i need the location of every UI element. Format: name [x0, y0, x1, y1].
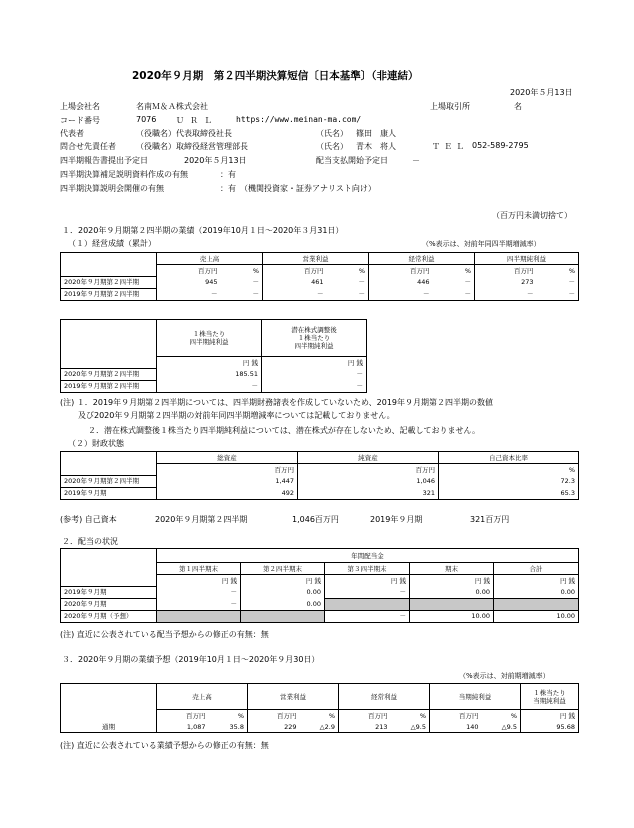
- unit-cell: 百万円: [339, 710, 391, 722]
- rounding-note: （百万円未満切捨て）: [492, 211, 572, 220]
- unit-cell: %: [209, 710, 248, 722]
- table-row: [61, 586, 579, 598]
- value-cell: －: [327, 276, 369, 288]
- col-header: 自己資本比率: [439, 452, 579, 464]
- unit-cell: 百万円: [157, 464, 298, 476]
- value-cell: －: [433, 276, 475, 288]
- table-row: [61, 598, 579, 610]
- value-cell: 446: [369, 276, 433, 288]
- dividend-date-label: 配当支払開始予定日: [316, 156, 388, 165]
- unit-corner: [61, 357, 157, 369]
- ref-period-1: 2020年９月期第２四半期: [155, 515, 248, 524]
- unit-cell: 円 銭: [521, 710, 579, 722]
- value-cell: －: [221, 288, 263, 300]
- unit-cell: %: [221, 265, 263, 277]
- row-label: 2020年９月期: [61, 598, 157, 610]
- url-label: ＵＲＬ: [176, 116, 218, 125]
- section3-pct-note: （%表示は、対前期増減率）: [459, 672, 550, 680]
- value-cell: －: [327, 288, 369, 300]
- eps-table: [60, 319, 367, 393]
- corner-cell: [61, 549, 157, 563]
- contact-name-label: （氏名）: [316, 142, 348, 151]
- section3-title: ３．2020年９月期の業績予想（2019年10月１日～2020年９月30日）: [62, 655, 320, 664]
- col-header: 合計: [494, 563, 579, 575]
- unit-cell: 百万円: [430, 710, 482, 722]
- col-header: 純資産: [298, 452, 439, 464]
- ref-value-1: 1,046百万円: [292, 515, 339, 524]
- value-cell: 1,447: [157, 475, 298, 487]
- col-header: 期末: [410, 563, 494, 575]
- value-cell: －: [262, 368, 367, 380]
- value-cell: －: [263, 288, 327, 300]
- col-header: 潜在株式調整後 １株当たり 四半期純利益: [262, 320, 367, 357]
- unit-cell: %: [391, 710, 430, 722]
- forecast-table: [60, 683, 579, 733]
- value-cell: △9.5: [482, 721, 521, 733]
- table-row: [61, 288, 579, 300]
- unit-cell: 百万円: [369, 265, 433, 277]
- unit-cell: 円 銭: [241, 575, 325, 587]
- supplementary-label: 四半期決算補足説明資料作成の有無: [60, 170, 188, 179]
- dividend-table: [60, 548, 579, 623]
- briefing-value: ：有 （機関投資家・証券アナリスト向け）: [220, 184, 376, 193]
- unit-cell: %: [439, 464, 579, 476]
- col-header: 第１四半期末: [157, 563, 241, 575]
- corner-cell: [61, 452, 157, 464]
- exchange-label: 上場取引所: [430, 102, 470, 111]
- unit-cell: 円 銭: [494, 575, 579, 587]
- contact-label: 問合せ先責任者: [60, 142, 116, 151]
- tel-label: ＴＥＬ: [432, 142, 468, 151]
- financial-position-table: [60, 451, 579, 500]
- table-row: [61, 721, 579, 733]
- url-link[interactable]: https://www.meinan-ma.com/: [236, 115, 362, 124]
- value-cell: 0.00: [494, 586, 579, 598]
- value-cell: －: [157, 288, 221, 300]
- exchange-value: 名: [514, 102, 522, 111]
- unit-cell: 円 銭: [262, 357, 367, 369]
- unit-cell: 百万円: [263, 265, 327, 277]
- unit-cell: 百万円: [248, 710, 300, 722]
- value-cell: 461: [263, 276, 327, 288]
- note-1a: (注) １．2019年９月期第２四半期については、四半期財務諸表を作成していないため、2019年９月期第２四半期の数値: [60, 398, 494, 407]
- value-cell: 321: [298, 487, 439, 499]
- table-row: [61, 475, 579, 487]
- section1-sub1: （１）経営成績（累計）: [68, 239, 156, 248]
- value-cell: 10.00: [410, 610, 494, 622]
- value-cell: 95.68: [521, 721, 579, 733]
- value-cell: 72.3: [439, 475, 579, 487]
- value-cell: －: [157, 380, 262, 392]
- value-cell: 1,087: [157, 721, 209, 733]
- document-title: 2020年９月期 第２四半期決算短信〔日本基準〕（非連結）: [132, 70, 419, 82]
- value-cell: 65.3: [439, 487, 579, 499]
- row-label: 2020年９月期第２四半期: [61, 276, 157, 288]
- table-row: [61, 380, 367, 392]
- col-header: 経常利益: [339, 684, 430, 710]
- col-header: 売上高: [157, 684, 248, 710]
- value-cell: 1,046: [298, 475, 439, 487]
- shaded-cell: [325, 598, 410, 610]
- unit-cell: 百万円: [157, 265, 221, 277]
- unit-cell: 円 銭: [325, 575, 410, 587]
- unit-cell: %: [300, 710, 339, 722]
- col-header: 総資産: [157, 452, 298, 464]
- unit-cell: %: [482, 710, 521, 722]
- row-label: 2019年９月期: [61, 487, 157, 499]
- unit-cell: 百万円: [157, 710, 209, 722]
- value-cell: 229: [248, 721, 300, 733]
- row-label: 2019年９月期第２四半期: [61, 380, 157, 392]
- unit-cell: 百万円: [475, 265, 537, 277]
- ref-period-2: 2019年９月期: [370, 515, 423, 524]
- table-row: [61, 368, 367, 380]
- rep-name: 篠田 康人: [356, 129, 396, 138]
- rep-title: （役職名）代表取締役社長: [136, 129, 232, 138]
- briefing-label: 四半期決算説明会開催の有無: [60, 184, 164, 193]
- section1-pct-note: （%表示は、対前年同四半期増減率）: [422, 240, 541, 248]
- unit-cell: 円 銭: [157, 357, 262, 369]
- unit-corner: [61, 710, 157, 722]
- corner-cell: [61, 563, 157, 575]
- value-cell: △2.9: [300, 721, 339, 733]
- col-header: １株当たり 四半期純利益: [157, 320, 262, 357]
- table-row: [61, 610, 579, 622]
- unit-corner: [61, 575, 157, 587]
- value-cell: －: [262, 380, 367, 392]
- unit-cell: 円 銭: [410, 575, 494, 587]
- col-header: 当期純利益: [430, 684, 521, 710]
- supplementary-value: ：有: [220, 170, 236, 179]
- row-label: 2020年９月期第２四半期: [61, 368, 157, 380]
- col-header: １株当たり 当期純利益: [521, 684, 579, 710]
- report-date: 2020年５月13日: [184, 156, 247, 165]
- unit-corner: [61, 464, 157, 476]
- value-cell: －: [475, 288, 537, 300]
- value-cell: 945: [157, 276, 221, 288]
- shaded-cell: [241, 610, 325, 622]
- company-name: 名南Ｍ＆Ａ株式会社: [136, 102, 208, 111]
- publish-date: 2020年５月13日: [510, 88, 573, 97]
- col-header: 営業利益: [248, 684, 339, 710]
- row-label: 通期: [61, 721, 157, 733]
- value-cell: －: [369, 288, 433, 300]
- value-cell: －: [221, 276, 263, 288]
- unit-cell: 百万円: [298, 464, 439, 476]
- code-label: コード番号: [60, 116, 100, 125]
- col-header: 営業利益: [263, 253, 369, 265]
- corner-cell: [61, 253, 157, 265]
- corner-cell: [61, 684, 157, 710]
- unit-cell: %: [327, 265, 369, 277]
- group-header: 年間配当金: [157, 549, 579, 563]
- row-label: 2020年９月期（予想）: [61, 610, 157, 622]
- shaded-cell: [494, 598, 579, 610]
- code-value: 7076: [136, 115, 157, 124]
- contact-title: （役職名）取締役経営管理部長: [136, 142, 248, 151]
- value-cell: 10.00: [494, 610, 579, 622]
- value-cell: －: [157, 586, 241, 598]
- dividend-date: －: [412, 156, 420, 165]
- value-cell: －: [537, 288, 579, 300]
- section1-sub2: （２）財政状態: [68, 439, 124, 448]
- row-label: 2020年９月期第２四半期: [61, 475, 157, 487]
- value-cell: 0.00: [241, 598, 325, 610]
- unit-corner: [61, 265, 157, 277]
- value-cell: 0.00: [410, 586, 494, 598]
- value-cell: －: [433, 288, 475, 300]
- forecast-note: (注) 直近に公表されている業績予想からの修正の有無：無: [60, 741, 269, 750]
- contact-name: 青木 将人: [356, 142, 396, 151]
- value-cell: 140: [430, 721, 482, 733]
- shaded-cell: [410, 598, 494, 610]
- value-cell: 273: [475, 276, 537, 288]
- operating-results-table: [60, 252, 579, 301]
- value-cell: －: [537, 276, 579, 288]
- corner-cell: [61, 320, 157, 357]
- row-label: 2019年９月期第２四半期: [61, 288, 157, 300]
- unit-cell: 円 銭: [157, 575, 241, 587]
- company-label: 上場会社名: [60, 102, 100, 111]
- rep-name-label: （氏名）: [316, 129, 348, 138]
- ref-label: (参考) 自己資本: [60, 515, 117, 524]
- ref-value-2: 321百万円: [470, 515, 510, 524]
- report-date-label: 四半期報告書提出予定日: [60, 156, 148, 165]
- col-header: 第３四半期末: [325, 563, 410, 575]
- value-cell: 492: [157, 487, 298, 499]
- col-header: 経常利益: [369, 253, 475, 265]
- table-row: [61, 276, 579, 288]
- col-header: 売上高: [157, 253, 263, 265]
- value-cell: 185.51: [157, 368, 262, 380]
- value-cell: －: [157, 598, 241, 610]
- tel-value: 052-589-2795: [472, 141, 529, 150]
- unit-cell: %: [537, 265, 579, 277]
- value-cell: 213: [339, 721, 391, 733]
- value-cell: －: [325, 610, 410, 622]
- value-cell: 0.00: [241, 586, 325, 598]
- section2-title: ２．配当の状況: [62, 537, 118, 546]
- col-header: 四半期純利益: [475, 253, 579, 265]
- dividend-note: (注) 直近に公表されている配当予想からの修正の有無：無: [60, 630, 269, 639]
- value-cell: △9.5: [391, 721, 430, 733]
- value-cell: －: [325, 586, 410, 598]
- unit-cell: %: [433, 265, 475, 277]
- note-2: ２．潜在株式調整後１株当たり四半期純利益については、潜在株式が存在しないため、記載しておりません。: [88, 426, 480, 435]
- section1-title: １．2020年９月期第２四半期の業績（2019年10月１日～2020年３月31日）: [62, 226, 344, 235]
- row-label: 2019年９月期: [61, 586, 157, 598]
- value-cell: 35.8: [209, 721, 248, 733]
- shaded-cell: [157, 610, 241, 622]
- rep-label: 代表者: [60, 129, 84, 138]
- table-row: [61, 487, 579, 499]
- note-1b: 及び2020年９月期第２四半期の対前年同四半期増減率については記載しておりません。: [78, 411, 395, 420]
- col-header: 第２四半期末: [241, 563, 325, 575]
